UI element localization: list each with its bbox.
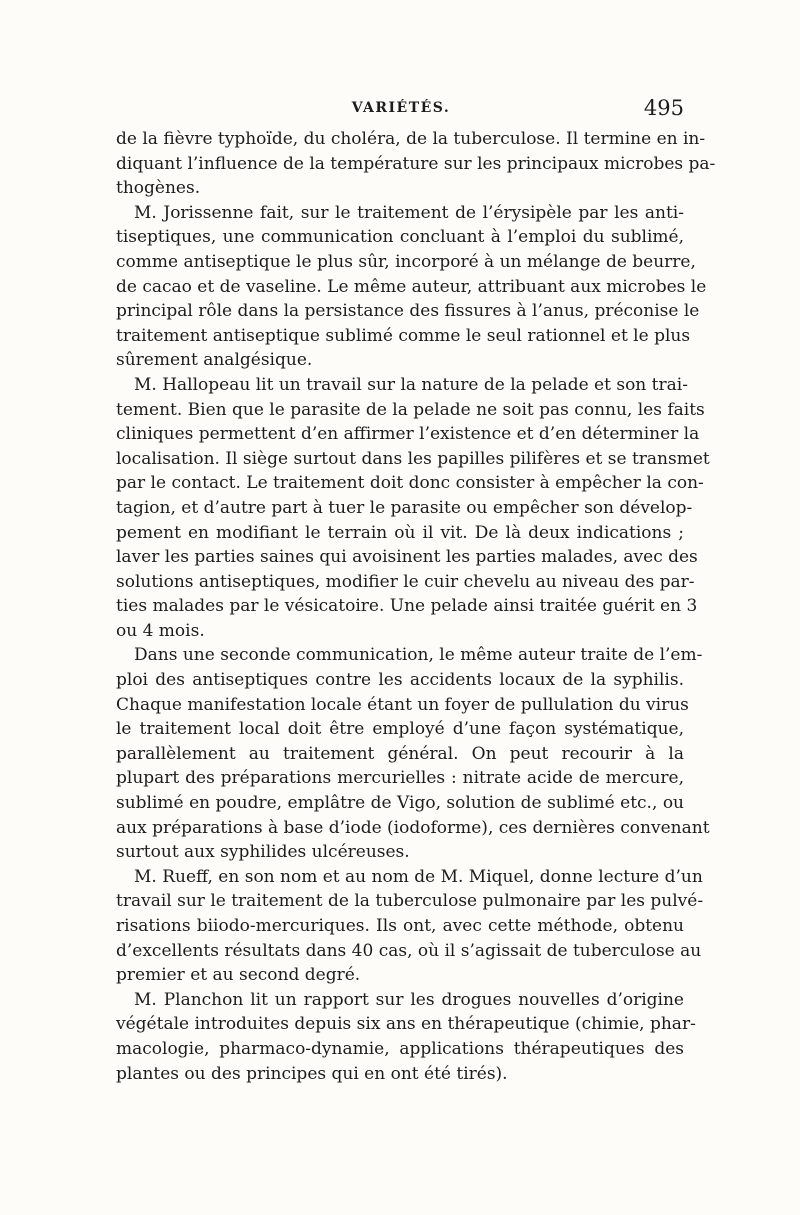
- text-line: ou 4 mois.: [116, 620, 205, 641]
- text-line: aux préparations à base d’iode (iodoforme), ces dernières convenant: [116, 817, 710, 838]
- text-line: ties malades par le vésicatoire. Une pelade ainsi traitée guérit en 3: [116, 596, 698, 617]
- text-line: de cacao et de vaseline. Le même auteur, attribuant aux microbes le: [116, 276, 707, 297]
- text-line: M. Rueff, en son nom et au nom de M. Miquel, donne lecture d’un: [134, 866, 703, 887]
- running-title: VARIÉTÉS.: [351, 100, 451, 116]
- text-line: travail sur le traitement de la tuberculose pulmonaire par les pulvé-: [116, 891, 704, 912]
- page-header: [118, 96, 684, 126]
- text-line: M. Jorissenne fait, sur le traitement de l’érysipèle par les anti-: [134, 202, 684, 223]
- text-line: traitement antiseptique sublimé comme le seul rationnel et le plus: [116, 325, 691, 346]
- text-line: sublimé en poudre, emplâtre de Vigo, solution de sublimé etc., ou: [116, 793, 684, 814]
- text-line: le traitement local doit être employé d’une façon systématique,: [116, 719, 684, 740]
- text-line: sûrement analgésique.: [116, 350, 313, 371]
- text-line: plantes ou des principes qui en ont été tirés).: [116, 1063, 508, 1084]
- text-line: cliniques permettent d’en affirmer l’existence et d’en déterminer la: [116, 424, 700, 445]
- text-line: Dans une seconde communication, le même auteur traite de l’em-: [134, 645, 703, 666]
- paragraph: [116, 201, 707, 373]
- text-line: risations biiodo-mercuriques. Ils ont, avec cette méthode, obtenu: [116, 916, 684, 936]
- text-line: tagion, et d’autre part à tuer le parasite ou empêcher son dévelop-: [116, 497, 693, 518]
- text-line: plupart des préparations mercurielles : nitrate acide de mercure,: [116, 768, 684, 789]
- paragraph: [116, 127, 716, 201]
- text-line: ploi des antiseptiques contre les accidents locaux de la syphilis.: [116, 670, 684, 691]
- text-line: principal rôle dans la persistance des fissures à l’anus, préconise le: [116, 301, 700, 322]
- paragraph: [116, 865, 704, 988]
- paragraph: [116, 643, 710, 864]
- page-number: 495: [643, 96, 684, 120]
- text-line: comme antiseptique le plus sûr, incorporé à un mélange de beurre,: [116, 251, 696, 272]
- text-line: premier et au second degré.: [116, 965, 361, 986]
- text-line: tement. Bien que le parasite de la pelade ne soit pas connu, les faits: [116, 399, 705, 420]
- text-line: végétale introduites depuis six ans en thérapeutique (chimie, phar-: [116, 1014, 696, 1035]
- text-line: Chaque manifestation locale étant un foyer de pullulation du virus: [116, 694, 689, 715]
- text-line: solutions antiseptiques, modifier le cuir chevelu au niveau des par-: [116, 571, 695, 592]
- text-line: M. Hallopeau lit un travail sur la nature de la pelade et son trai-: [134, 374, 688, 395]
- text-line: tiseptiques, une communication concluant à l’emploi du sublimé,: [116, 227, 684, 248]
- text-line: laver les parties saines qui avoisinent les parties malades, avec des: [116, 547, 698, 568]
- text-line: pement en modifiant le terrain où il vit. De là deux indications ;: [116, 522, 684, 543]
- text-line: thogènes.: [116, 178, 201, 199]
- text-line: diquant l’influence de la température sur les principaux microbes pa-: [116, 153, 716, 174]
- paragraph: [116, 373, 710, 644]
- text-line: surtout aux syphilides ulcéreuses.: [116, 842, 410, 863]
- text-line: par le contact. Le traitement doit donc consister à empêcher la con-: [116, 473, 704, 494]
- body-text: [116, 127, 716, 1086]
- text-line: localisation. Il siège surtout dans les papilles pilifères et se transmet: [116, 448, 710, 469]
- text-line: M. Planchon lit un rapport sur les drogues nouvelles d’origine: [134, 989, 684, 1010]
- paragraph: [116, 988, 696, 1086]
- text-line: parallèlement au traitement général. On peut recourir à la: [116, 743, 684, 764]
- text-line: de la fièvre typhoïde, du choléra, de la tuberculose. Il termine en in-: [116, 129, 706, 149]
- text-line: macologie, pharmaco-dynamie, applications thérapeutiques des: [116, 1038, 684, 1059]
- text-line: d’excellents résultats dans 40 cas, où il s’agissait de tuberculose au: [116, 940, 702, 961]
